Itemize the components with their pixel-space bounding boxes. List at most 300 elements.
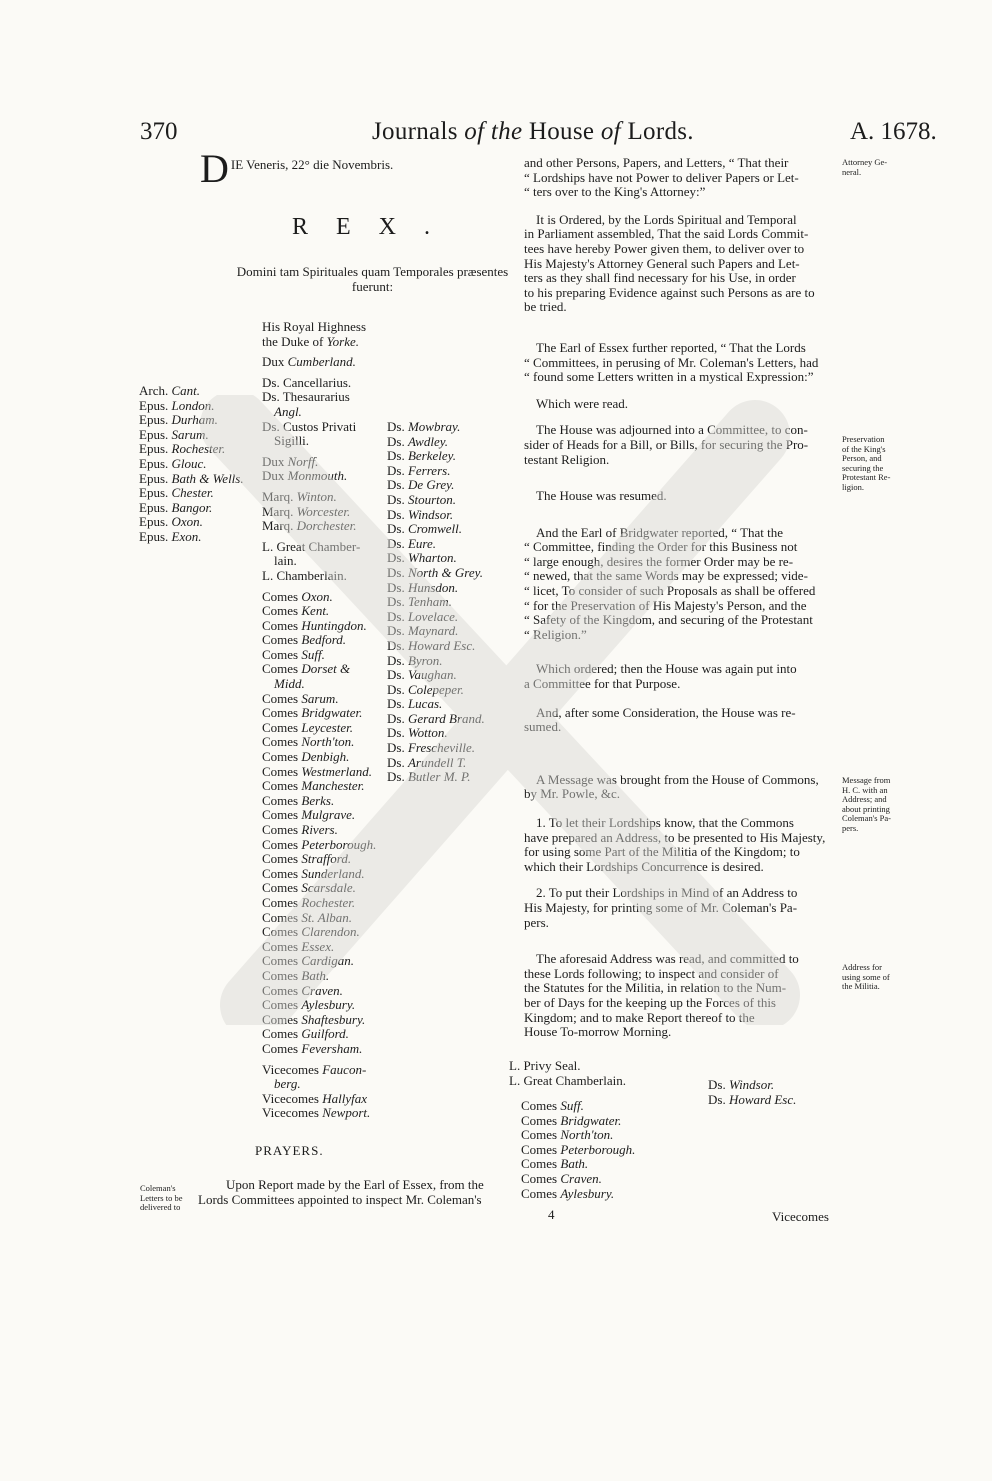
text-line: The House was adjourned into a Committee, to con- xyxy=(536,422,808,438)
committee-member xyxy=(708,1078,796,1093)
title-word: Comes xyxy=(262,778,299,794)
title-word: Comes xyxy=(262,938,299,954)
bishop-entry xyxy=(139,384,244,399)
title-word: Comes xyxy=(262,894,299,910)
title-word: Comes xyxy=(262,909,299,925)
peer-name: Bangor. xyxy=(171,499,213,515)
royal-highness: His Royal Highness xyxy=(262,319,366,334)
title-word: Ds. xyxy=(387,477,405,493)
margin-line: Address for xyxy=(842,962,882,972)
title-word: Ds. xyxy=(387,579,405,595)
margin-line: Preservation xyxy=(842,434,885,444)
title-word: Ds. xyxy=(387,667,405,683)
committee-list-a xyxy=(509,1059,626,1088)
text-line: ber of Days for the keeping up the Forces of this xyxy=(524,994,776,1010)
baron-entry xyxy=(387,537,485,552)
baron-entry xyxy=(387,420,485,435)
text-line: The Earl of Essex further reported, “ That the Lords xyxy=(536,339,806,355)
earl-entry xyxy=(262,604,376,619)
title-word: Comes xyxy=(262,646,299,662)
title-word: Comes xyxy=(262,603,299,619)
text-line: “ found some Letters written in a mystical Expression:” xyxy=(524,369,814,385)
peer-name: Dorchester. xyxy=(296,518,357,534)
baron-entry xyxy=(387,741,485,756)
peer-name: Craven. xyxy=(301,982,343,998)
peer-name: Durham. xyxy=(171,412,218,428)
title-word: Comes xyxy=(262,1040,299,1056)
peer-name: Rochester. xyxy=(301,894,356,910)
title-word: Marq. xyxy=(262,518,294,534)
year: A. 1678. xyxy=(850,118,937,145)
text-line: Upon Report made by the Earl of Essex, from the xyxy=(226,1177,484,1192)
text-line: to his preparing Evidence against such Persons as are to xyxy=(524,284,815,300)
peer-name: Gerard Brand. xyxy=(407,710,485,726)
text-line: “ large enough, desires the former Order may be re- xyxy=(524,553,794,569)
baron-entry xyxy=(387,770,485,785)
text-line: tees have hereby Power given them, to deliver over to xyxy=(524,240,805,256)
peer-name: Bedford. xyxy=(301,632,347,648)
margin-line: Coleman's xyxy=(140,1183,176,1193)
earl-entry xyxy=(262,969,376,984)
peer-name: Lovelace. xyxy=(407,608,459,624)
title-word: Dux xyxy=(262,468,285,484)
peer-name: Suff. xyxy=(301,646,325,662)
peer-name: Chester. xyxy=(171,485,214,501)
title-word: Comes xyxy=(262,661,299,677)
title-word: Ds. xyxy=(387,754,405,770)
chamberlain-line: L. Chamberlain. xyxy=(262,567,347,583)
committee-list-b xyxy=(521,1099,635,1201)
privy-seal-line: Ds. Custos Privati xyxy=(262,418,357,434)
title-word: Comes xyxy=(262,1011,299,1027)
peer-name: North'ton. xyxy=(301,734,355,750)
baron-entry xyxy=(387,464,485,479)
drop-cap: D xyxy=(200,146,229,191)
peer-name: Scarsdale. xyxy=(301,880,356,896)
paragraph xyxy=(524,213,832,315)
peer-name: Clarendon. xyxy=(301,924,360,940)
margin-line: about printing xyxy=(842,803,890,814)
viscount-entry xyxy=(262,1092,376,1107)
earl-entry xyxy=(262,794,376,809)
title-word: Epus. xyxy=(139,528,169,544)
peer-name: Huntingdon. xyxy=(301,617,367,633)
earl-entry xyxy=(262,765,376,780)
text-line: be tried. xyxy=(524,299,567,315)
committee-member xyxy=(708,1093,796,1108)
title-word: Epus. xyxy=(139,485,169,501)
title-word: Comes xyxy=(262,763,299,779)
title-word: Ds. xyxy=(387,740,405,756)
text-line: the Statutes for the Militia, in relation to the Num- xyxy=(524,980,787,996)
peer-name: Berks. xyxy=(301,792,335,808)
title-word: Comes xyxy=(521,1127,558,1143)
bishop-entry xyxy=(139,486,244,501)
earl-entry xyxy=(262,998,376,1013)
peer-name: Tenham. xyxy=(407,594,452,610)
peer-name: Lucas. xyxy=(407,696,443,712)
peer-name: Monmouth. xyxy=(287,468,348,484)
bishop-entry xyxy=(139,399,244,414)
committee-member xyxy=(521,1187,635,1202)
earl-entry xyxy=(262,954,376,969)
title-word: Comes xyxy=(262,982,299,998)
viscount-entry xyxy=(262,1106,376,1121)
peer-name: Howard Esc. xyxy=(407,637,476,653)
paragraph xyxy=(524,773,832,802)
peer-name: Feversham. xyxy=(301,1040,363,1056)
peer-name: Kent. xyxy=(301,603,330,619)
margin-note-coleman xyxy=(140,1184,182,1213)
peer-name: Suff. xyxy=(560,1098,584,1113)
peer-name: berg. xyxy=(274,1076,301,1092)
peer-name: North & Grey. xyxy=(407,564,483,580)
baron-entry xyxy=(387,595,485,610)
margin-line: Message from xyxy=(842,775,891,785)
baron-entry xyxy=(387,508,485,523)
right-column xyxy=(524,156,832,1040)
peer-name: Westmerland. xyxy=(301,763,373,779)
peer-name: Wharton. xyxy=(407,550,457,566)
committee-member: L. Privy Seal. xyxy=(509,1058,581,1073)
marquess-entry xyxy=(262,490,376,505)
earl-entry xyxy=(262,779,376,794)
title-word: Ds. xyxy=(387,696,405,712)
text-line: which their Lordships Concurrence is desired. xyxy=(524,858,764,874)
title-word: Comes xyxy=(262,880,299,896)
title-word: Comes xyxy=(262,617,299,633)
peer-name: Byron. xyxy=(407,652,443,668)
title-word: Ds. xyxy=(387,623,405,639)
earl-entry xyxy=(262,677,376,692)
peer-name: Bath & Wells. xyxy=(171,470,244,486)
peer-name: Exon. xyxy=(171,528,202,544)
committee-member xyxy=(521,1172,635,1187)
earl-entry xyxy=(262,633,376,648)
peer-name: Guilford. xyxy=(301,1026,349,1042)
title-word: Comes xyxy=(262,705,299,721)
title-word: Comes xyxy=(262,588,299,604)
text-line: sider of Heads for a Bill, or Bills, for securing the Pro- xyxy=(524,436,809,452)
text-line: Kingdom; and to make Report thereof to the xyxy=(524,1009,755,1025)
earl-entry xyxy=(262,896,376,911)
paragraph xyxy=(524,526,832,643)
margin-line: ligion. xyxy=(842,481,864,492)
committee-member xyxy=(521,1099,635,1114)
text-line: “ Religion.” xyxy=(524,626,587,642)
peer-name: North'ton. xyxy=(560,1127,614,1143)
text-line: The aforesaid Address was read, and committed to xyxy=(536,951,799,967)
title-word: Ds. xyxy=(387,433,405,449)
peer-name: Cant. xyxy=(171,383,201,398)
peer-name: London. xyxy=(171,397,215,413)
title-word: Comes xyxy=(521,1112,558,1128)
paragraph xyxy=(524,886,832,930)
peer-name: De Grey. xyxy=(407,477,455,493)
earl-entry xyxy=(262,1013,376,1028)
date-heading xyxy=(200,146,394,191)
peer-name: Mowbray. xyxy=(407,419,461,434)
earl-entry xyxy=(262,590,376,605)
baron-entry xyxy=(387,683,485,698)
title-word: Ds. xyxy=(387,594,405,610)
text-line: for using some Part of the Militia of the Kingdom; to xyxy=(524,844,800,860)
title-word: Comes xyxy=(521,1098,558,1113)
margin-line: Attorney Ge- xyxy=(842,157,888,167)
title-word: Epus. xyxy=(139,397,169,413)
earl-entry xyxy=(262,721,376,736)
bishop-entry xyxy=(139,472,244,487)
report-paragraph xyxy=(198,1178,503,1207)
title-word: Comes xyxy=(262,997,299,1013)
text-line: “ Committee, finding the Order for this Business not xyxy=(524,539,798,555)
title-word: Ds. xyxy=(387,710,405,726)
margin-line: H. C. with an xyxy=(842,784,888,795)
title-word: Comes xyxy=(521,1141,558,1157)
page-number: 370 xyxy=(140,118,178,145)
text-line: sumed. xyxy=(524,719,562,735)
title-word: Vicecomes xyxy=(262,1105,319,1121)
title-word: Ds. xyxy=(387,448,405,464)
title-word: Ds. xyxy=(708,1091,726,1107)
duke-entry xyxy=(262,455,376,470)
peer-name: Faucon- xyxy=(322,1061,367,1077)
earl-entry xyxy=(262,867,376,882)
peer-name: Frescheville. xyxy=(407,740,475,756)
text-line: His Majesty, for printing some of Mr. Coleman's Pa- xyxy=(524,899,798,915)
title-word: Comes xyxy=(262,967,299,983)
title-word: Comes xyxy=(262,632,299,648)
duke-of-york: the Duke of Yorke. xyxy=(262,333,360,349)
text-line: “ Safety of the Kingdom, and securing of the Protestant xyxy=(524,612,813,628)
title-word: Ds. xyxy=(387,681,405,697)
peer-name: Dorset & xyxy=(301,661,351,677)
baron-entry xyxy=(387,478,485,493)
margin-note-attorney xyxy=(842,158,887,177)
title-word: Ds. xyxy=(708,1077,726,1092)
title-word: Ds. xyxy=(387,462,405,478)
dux-cumberland: Dux Cumberland. xyxy=(262,354,356,370)
baron-entry xyxy=(387,566,485,581)
paragraph xyxy=(524,952,832,1040)
domini-line: Domini tam Spirituales quam Temporales præsentes fuerunt: xyxy=(236,264,509,294)
office-line: Angl. xyxy=(274,403,302,419)
baron-entry xyxy=(387,610,485,625)
office-line: Ds. Thesaurarius xyxy=(262,389,350,405)
bishop-entry xyxy=(139,413,244,428)
text-line: by Mr. Powle, &c. xyxy=(524,786,621,802)
running-title: Journals of the House of Lords. xyxy=(372,118,694,145)
title-word: Comes xyxy=(262,807,299,823)
title-word: Marq. xyxy=(262,503,294,519)
bishop-entry xyxy=(139,457,244,472)
margin-note-preservation xyxy=(842,435,890,492)
margin-line: delivered to xyxy=(140,1202,181,1212)
earl-entry xyxy=(262,619,376,634)
peer-name: Strafford. xyxy=(301,851,352,867)
title-word: Marq. xyxy=(262,488,294,504)
paragraph xyxy=(524,156,832,200)
peer-name: Stourton. xyxy=(407,491,456,507)
title-word: Ds. xyxy=(387,550,405,566)
title-word: Ds. xyxy=(387,564,405,580)
title-word: Epus. xyxy=(139,412,169,428)
baron-entry xyxy=(387,522,485,537)
title-word: Comes xyxy=(262,690,299,706)
text-line: His Majesty's Attorney General such Papers and Let- xyxy=(524,255,800,271)
committee-member xyxy=(521,1157,635,1172)
text-line: “ ters over to the King's Attorney:” xyxy=(524,184,706,200)
peer-name: Eure. xyxy=(407,535,436,551)
bishop-entry xyxy=(139,515,244,530)
earl-entry xyxy=(262,1042,376,1057)
peer-name: Aylesbury. xyxy=(560,1185,615,1201)
text-line: Lords Committees appointed to inspect Mr. Coleman's xyxy=(198,1191,482,1207)
peer-name: Leycester. xyxy=(301,719,353,735)
peer-name: Aylesbury. xyxy=(301,997,356,1013)
peer-name: Peterborough. xyxy=(560,1141,636,1157)
peer-name: Bath. xyxy=(301,967,330,983)
paragraph: The House was resumed. xyxy=(536,488,667,504)
committee-list-c xyxy=(708,1078,796,1107)
margin-line: Address; and xyxy=(842,794,887,804)
title-word: Ds. xyxy=(387,491,405,507)
baron-entry xyxy=(387,712,485,727)
earl-entry xyxy=(262,852,376,867)
paragraph xyxy=(524,662,832,691)
peer-name: Manchester. xyxy=(301,778,365,794)
peer-name: Butler M. P. xyxy=(407,769,471,785)
peer-name: Windsor. xyxy=(728,1077,775,1092)
baron-entry xyxy=(387,449,485,464)
title-word: Comes xyxy=(262,792,299,808)
date-text: IE Veneris, 22° die Novembris. xyxy=(230,157,394,172)
peer-name: Awdley. xyxy=(407,433,449,449)
title-word: Comes xyxy=(262,734,299,750)
baron-entry xyxy=(387,726,485,741)
margin-line: neral. xyxy=(842,166,862,177)
earl-entry xyxy=(262,925,376,940)
earl-entry xyxy=(262,881,376,896)
baron-entry xyxy=(387,493,485,508)
peer-name: Craven. xyxy=(560,1170,602,1186)
margin-note-address xyxy=(842,963,890,992)
text-line: “ Lordships have not Power to deliver Papers or Let- xyxy=(524,169,799,185)
rex-heading: REX. xyxy=(292,214,458,240)
margin-line: Person, and xyxy=(842,453,882,463)
earl-entry xyxy=(262,1027,376,1042)
committee-member xyxy=(521,1128,635,1143)
peer-name: Howard Esc. xyxy=(728,1091,797,1107)
committee-member xyxy=(521,1114,635,1129)
text-line: these Lords following; to inspect and consider of xyxy=(524,965,779,981)
title-word: Ds. xyxy=(387,725,405,741)
peer-name: Cromwell. xyxy=(407,521,463,537)
title-word: Comes xyxy=(262,851,299,867)
title-word: Epus. xyxy=(139,470,169,486)
text-line: “ Committees, in perusing of Mr. Coleman's Letters, had xyxy=(524,354,819,370)
office-line: Ds. Cancellarius. xyxy=(262,374,352,390)
title-word: Comes xyxy=(521,1170,558,1186)
earl-entry xyxy=(262,984,376,999)
title-word: Ds. xyxy=(387,608,405,624)
title-word: Arch. xyxy=(139,383,169,398)
title-word: Comes xyxy=(262,865,299,881)
baron-entry xyxy=(387,639,485,654)
paragraph xyxy=(524,816,832,874)
text-line: 2. To put their Lordships in Mind of an Address to xyxy=(536,885,798,901)
title-word: Comes xyxy=(262,836,299,852)
text-line: It is Ordered, by the Lords Spiritual and Temporal xyxy=(536,211,797,227)
paragraph xyxy=(524,423,832,467)
title-word: Vicecomes xyxy=(262,1090,319,1106)
title-word: Epus. xyxy=(139,426,169,442)
title-word: Ds. xyxy=(387,506,405,522)
peer-name: Windsor. xyxy=(407,506,454,522)
peer-name: Wotton. xyxy=(407,725,448,741)
peer-name: Glouc. xyxy=(171,455,207,471)
title-word: Epus. xyxy=(139,441,169,457)
baron-entry xyxy=(387,581,485,596)
title-word: Ds. xyxy=(387,637,405,653)
peer-name: Norff. xyxy=(287,453,319,469)
margin-note-message xyxy=(842,776,891,833)
viscount-entry xyxy=(262,1063,376,1078)
baron-entry xyxy=(387,551,485,566)
signature-mark: 4 xyxy=(548,1207,555,1222)
title-word: Epus. xyxy=(139,514,169,530)
earl-entry xyxy=(262,706,376,721)
bishops-list xyxy=(139,384,244,545)
peer-name: Rivers. xyxy=(301,822,338,837)
paragraph xyxy=(524,341,832,385)
peer-name: Vaughan. xyxy=(407,667,457,683)
peer-name: Shaftesbury. xyxy=(301,1011,366,1027)
text-line: House To-morrow Morning. xyxy=(524,1024,672,1040)
text-line: And the Earl of Bridgwater reported, “ That the xyxy=(536,524,784,540)
title-word: Comes xyxy=(262,822,299,837)
title-word: Comes xyxy=(262,749,299,765)
margin-line: the Militia. xyxy=(842,981,880,991)
baron-entry xyxy=(387,654,485,669)
peer-name: Essex. xyxy=(301,938,335,954)
title-word: Ds. xyxy=(387,769,405,785)
peer-name: Bath. xyxy=(560,1156,589,1172)
title-word: Vicecomes xyxy=(262,1061,319,1077)
chamberlain-line: L. Great Chamber- xyxy=(262,538,361,554)
privy-seal-line: Sigilli. xyxy=(274,433,310,449)
earl-entry xyxy=(262,823,376,838)
text-line: have prepared an Address, to be presented to His Majesty, xyxy=(524,829,826,845)
margin-line: securing the xyxy=(842,462,884,473)
margin-line: Protestant Re- xyxy=(842,472,891,482)
peer-name: Newport. xyxy=(322,1105,371,1121)
baron-entry xyxy=(387,624,485,639)
title-word: Ds. xyxy=(387,521,405,537)
viscount-entry xyxy=(262,1077,376,1092)
title-word: Comes xyxy=(262,719,299,735)
paragraph: Which were read. xyxy=(536,395,629,411)
margin-line: of the King's xyxy=(842,443,886,454)
bishop-entry xyxy=(139,428,244,443)
paragraph xyxy=(524,706,832,735)
duke-entry xyxy=(262,469,376,484)
text-line: A Message was brought from the House of Commons, xyxy=(536,771,819,787)
peer-name: Bridgwater. xyxy=(560,1112,622,1128)
prayers-heading: PRAYERS. xyxy=(255,1143,324,1158)
baron-entry xyxy=(387,756,485,771)
peer-name: Colepeper. xyxy=(407,681,464,697)
